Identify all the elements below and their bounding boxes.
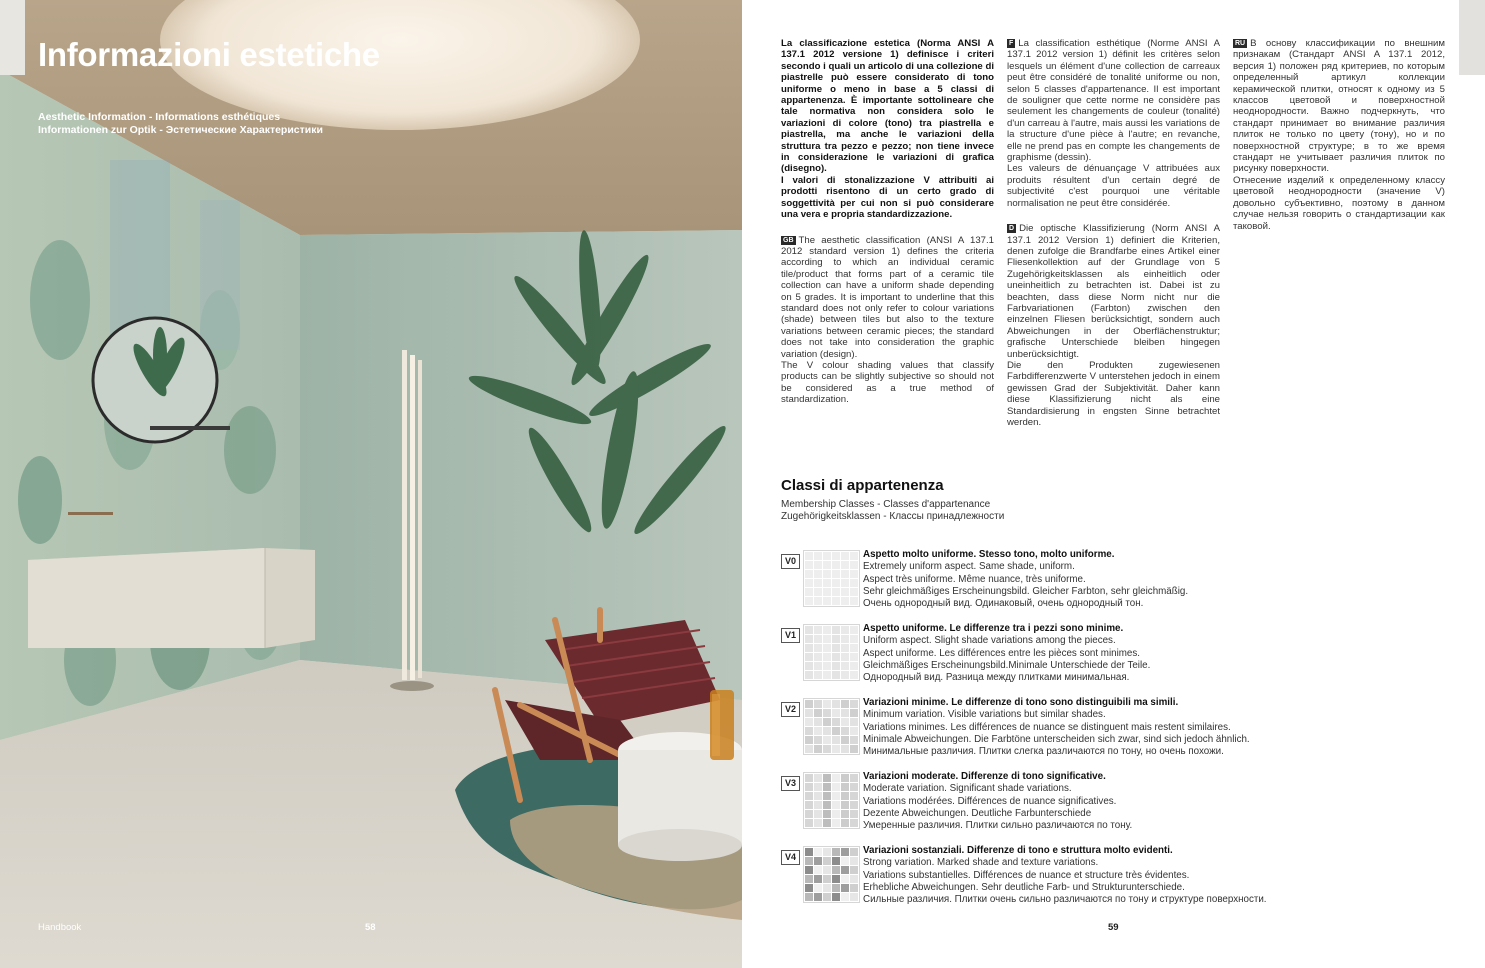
tile-swatch — [823, 570, 831, 578]
tile-swatch — [823, 597, 831, 605]
tile-swatch — [850, 774, 858, 782]
tile-swatch — [814, 848, 822, 856]
classes-subtitle-line1: Membership Classes - Classes d'appartenance — [781, 499, 991, 510]
tile-swatch — [841, 626, 849, 634]
tile-swatch — [832, 792, 840, 800]
tile-swatch — [805, 709, 813, 717]
tile-swatch — [841, 884, 849, 892]
tile-swatch — [805, 736, 813, 744]
french-paragraph-2: Les valeurs de dénuançage V attribuées aux produits résultent d'un certain degré de subjectivité c'est pourquoi une véritable normalisation ne peut être considérée. — [1007, 163, 1220, 209]
tile-swatch — [850, 783, 858, 791]
tile-swatch — [850, 561, 858, 569]
tile-swatch — [805, 866, 813, 874]
english-paragraph-2: The V colour shading values that classify products can be slightly subjective so should not be considered as a true method of standardization. — [781, 359, 994, 406]
tile-swatch — [841, 552, 849, 560]
tile-swatch — [823, 626, 831, 634]
tile-swatch — [832, 718, 840, 726]
tile-swatch — [823, 783, 831, 791]
tile-swatch — [805, 819, 813, 827]
tile-swatch — [832, 662, 840, 670]
language-badge-gb: GB — [783, 236, 794, 244]
tile-swatch — [832, 626, 840, 634]
tile-swatch — [832, 736, 840, 744]
tile-swatch — [823, 644, 831, 652]
tile-swatch — [805, 810, 813, 818]
tile-swatch — [850, 653, 858, 661]
class-text-french: Variations substantielles. Différences de nuance et structure très évidentes. — [863, 869, 1190, 881]
tile-swatch — [850, 709, 858, 717]
language-badge-f: F — [1009, 40, 1014, 47]
tile-swatch — [805, 597, 813, 605]
left-page-tab — [0, 0, 25, 75]
tile-swatch — [841, 848, 849, 856]
class-text-english: Strong variation. Marked shade and texture variations. — [863, 857, 1099, 869]
tile-swatch — [832, 561, 840, 569]
tile-swatch — [814, 884, 822, 892]
tile-swatch — [805, 671, 813, 679]
tile-swatch — [805, 792, 813, 800]
german-text-1: Die optische Klassifizierung (Norm ANSI A 137.1 2012 Version 1) definiert die Kriterien, denen zufolge die Brandfarbe eines Artikel einer Fliesenkollektion auf der Grundlage von 5 Zugehörigkeitsklassen als einheitlich oder uneinheitlich zu betrachten ist. Dabei ist zu beachten, dass diese Norm nicht nur die Farbvariationen (Farbton) zwischen den einzelnen Fliesen berücksichtigt, sondern auch Abweichungen in der Oberflächenstruktur; grafische Unterschiede bleiben hingegen unberücksichtigt. — [1007, 223, 1220, 360]
tile-swatch — [832, 700, 840, 708]
tile-swatch — [841, 857, 849, 865]
tile-swatch — [814, 671, 822, 679]
class-row-v3 — [781, 771, 1461, 831]
tile-swatch — [850, 792, 858, 800]
tile-swatch — [850, 893, 858, 901]
class-text-english: Minimum variation. Visible variations but similar shades. — [863, 709, 1106, 721]
language-badge-ru: RU — [1235, 40, 1246, 47]
tile-swatch — [841, 570, 849, 578]
tile-shade-grid-v4 — [803, 846, 860, 903]
tile-swatch — [832, 875, 840, 883]
tile-swatch — [832, 848, 840, 856]
tile-swatch — [805, 884, 813, 892]
tile-swatch — [814, 893, 822, 901]
tile-swatch — [823, 810, 831, 818]
tile-swatch — [841, 653, 849, 661]
tile-swatch — [841, 700, 849, 708]
tile-swatch — [823, 709, 831, 717]
tile-shade-grid-v0 — [803, 550, 860, 607]
right-page-text — [742, 0, 1485, 968]
tile-swatch — [850, 570, 858, 578]
english-text-1: The aesthetic classification (ANSI A 137.1 2012 standard version 1) defines the criteria according to which an individual ceramic tile/product that forms part of a ceramic tile collection can have a uniform shade depending on 5 grades. It is important to underline that this standard does not only refer to colour variations (shade) between tiles but also to the texture variations between ceramic pieces; the standard does not take into consideration the graphic variation (design). — [781, 234, 994, 360]
class-text-german: Erhebliche Abweichungen. Sehr deutliche Farb- und Strukturunterschiede. — [863, 881, 1185, 893]
german-paragraph-2: Die den Produkten zugewiesenen Farbdifferenzwerte V unterstehen jedoch in einem gewissen Grad der Subjektivität. Daher kann diese Klassifizierung nicht als eine Standardisierung in engsten Sinne betrachtet werden. — [1007, 359, 1220, 428]
text-column-italian-english — [781, 38, 994, 406]
tile-swatch — [850, 588, 858, 596]
tile-swatch — [841, 875, 849, 883]
tile-swatch — [841, 635, 849, 643]
tile-swatch — [814, 745, 822, 753]
tile-swatch — [850, 700, 858, 708]
tile-swatch — [832, 819, 840, 827]
tile-swatch — [832, 588, 840, 596]
english-paragraph-1 — [781, 235, 994, 360]
tile-swatch — [814, 653, 822, 661]
tile-swatch — [805, 745, 813, 753]
class-text-russian: Умеренные различия. Плитки сильно различаются по тону. — [863, 820, 1133, 832]
footer-handbook-label: Handbook — [38, 922, 82, 933]
tile-swatch — [841, 792, 849, 800]
french-paragraph-1 — [1007, 38, 1220, 163]
italian-paragraph-1: La classificazione estetica (Norma ANSI A 137.1 2012 versione 1) definisce i criteri secondo i quali un articolo di una collezione di piastrelle può essere considerato di tono uniforme o meno in base a 5 classi di appartenenza. È importante sottolineare che tale normativa non considera solo le variazioni di colore (tono) tra piastrella e piastrella, ma anche le variazioni della struttura tra pezzo e pezzo; non tiene invece in considerazione le variazioni di grafica (disegno). — [781, 38, 994, 175]
russian-text-1: В основу классификации по внешним признакам (Стандарт ANSI A 137.1 2012, версия 1) положен ряд критериев, по которым определенный артикул коллекции керамической плитки, относят к одному из 5 классов цветовой и поверхностной неоднородности. Важно подчеркнуть, что стандарт принимает во внимание различия плиток не только по цвету (тону), но и по поверхностной структуре; в то же время стандарт не учитывает различия плиток по рисунку поверхности. — [1233, 38, 1445, 175]
tile-swatch — [814, 875, 822, 883]
tile-swatch — [832, 810, 840, 818]
tile-swatch — [850, 626, 858, 634]
tile-swatch — [832, 579, 840, 587]
tile-swatch — [841, 588, 849, 596]
tile-swatch — [823, 561, 831, 569]
class-code-badge: V1 — [781, 628, 800, 643]
tile-swatch — [850, 819, 858, 827]
tile-swatch — [832, 727, 840, 735]
class-description — [863, 623, 1150, 684]
tile-swatch — [814, 792, 822, 800]
class-title-italian: Aspetto molto uniforme. Stesso tono, molto uniforme. — [863, 549, 1115, 560]
right-page-tab — [1459, 0, 1485, 75]
class-title-italian: Aspetto uniforme. Le differenze tra i pezzi sono minime. — [863, 623, 1124, 634]
class-description — [863, 845, 1267, 906]
tile-swatch — [850, 644, 858, 652]
tile-swatch — [814, 718, 822, 726]
tile-swatch — [805, 700, 813, 708]
tile-swatch — [814, 597, 822, 605]
tile-swatch — [841, 893, 849, 901]
tile-shade-grid-v1 — [803, 624, 860, 681]
tile-swatch — [841, 597, 849, 605]
tile-swatch — [832, 745, 840, 753]
tile-swatch — [805, 570, 813, 578]
tile-swatch — [814, 727, 822, 735]
tile-swatch — [823, 662, 831, 670]
tile-swatch — [841, 801, 849, 809]
bathroom-scene-image — [0, 0, 742, 968]
tile-swatch — [832, 671, 840, 679]
tile-swatch — [805, 801, 813, 809]
tile-swatch — [850, 736, 858, 744]
tile-swatch — [805, 561, 813, 569]
tile-swatch — [823, 718, 831, 726]
tile-swatch — [832, 552, 840, 560]
tile-swatch — [805, 875, 813, 883]
tile-swatch — [841, 745, 849, 753]
tile-swatch — [814, 866, 822, 874]
french-text-1: La classification esthétique (Norme ANSI A 137.1 2012 version 1) définit les critères selon lesquels un élément d'une collection de carreaux peut être considéré de tonalité uniforme ou non, selon 5 classes d'appartenance. Il est important de souligner que cette norme ne considère pas seulement les changements de couleur (tonalité) d'un carreau à l'autre, mais aussi les variations de la structure d'une pièce à l'autre; en revanche, elle ne prend pas en compte les changements de graphisme (dessin). — [1007, 38, 1220, 164]
class-text-french: Variations minimes. Les différences de nuance se distinguent mais restent similaires. — [863, 721, 1231, 733]
tile-swatch — [823, 801, 831, 809]
tile-swatch — [814, 644, 822, 652]
page-subtitle-line1: Aesthetic Information - Informations esthétiques — [38, 111, 281, 123]
tile-swatch — [823, 893, 831, 901]
tile-swatch — [805, 893, 813, 901]
class-text-russian: Минимальные различия. Плитки слегка различаются по тону, но очень похожи. — [863, 746, 1224, 758]
class-code-badge: V2 — [781, 702, 800, 717]
tile-swatch — [805, 718, 813, 726]
tile-swatch — [823, 552, 831, 560]
tile-swatch — [823, 819, 831, 827]
tile-swatch — [814, 709, 822, 717]
tile-swatch — [814, 662, 822, 670]
tile-swatch — [850, 718, 858, 726]
tile-swatch — [832, 884, 840, 892]
tile-swatch — [832, 801, 840, 809]
tile-swatch — [832, 597, 840, 605]
tile-swatch — [805, 626, 813, 634]
tile-swatch — [805, 662, 813, 670]
tile-swatch — [814, 810, 822, 818]
class-code-badge: V0 — [781, 554, 800, 569]
tile-swatch — [841, 866, 849, 874]
tile-swatch — [805, 783, 813, 791]
class-text-english: Moderate variation. Significant shade variations. — [863, 783, 1072, 795]
class-text-russian: Однородный вид. Разница между плитками минимальная. — [863, 672, 1130, 684]
text-column-french-german — [1007, 38, 1220, 428]
class-text-russian: Очень однородный вид. Одинаковый, очень однородный тон. — [863, 598, 1144, 610]
tile-swatch — [823, 857, 831, 865]
tile-swatch — [823, 671, 831, 679]
tile-swatch — [832, 783, 840, 791]
tile-swatch — [841, 662, 849, 670]
class-description — [863, 771, 1132, 832]
class-text-german: Sehr gleichmäßiges Erscheinungsbild. Gleicher Farbton, sehr gleichmäßig. — [863, 585, 1189, 597]
class-description — [863, 697, 1250, 758]
class-text-french: Variations modérées. Différences de nuance significatives. — [863, 795, 1117, 807]
tile-swatch — [832, 644, 840, 652]
tile-swatch — [841, 579, 849, 587]
class-title-italian: Variazioni moderate. Differenze di tono significative. — [863, 771, 1106, 782]
tile-swatch — [823, 736, 831, 744]
language-badge-d: D — [1009, 225, 1015, 233]
tile-swatch — [823, 866, 831, 874]
right-page-number: 59 — [1108, 922, 1119, 933]
tile-swatch — [850, 597, 858, 605]
tile-swatch — [841, 561, 849, 569]
tile-swatch — [814, 552, 822, 560]
tile-swatch — [850, 884, 858, 892]
tile-swatch — [841, 819, 849, 827]
tile-swatch — [841, 718, 849, 726]
tile-swatch — [814, 561, 822, 569]
tile-swatch — [832, 866, 840, 874]
tile-swatch — [823, 588, 831, 596]
tile-swatch — [805, 848, 813, 856]
tile-swatch — [814, 801, 822, 809]
tile-swatch — [805, 579, 813, 587]
tile-swatch — [823, 774, 831, 782]
tile-swatch — [814, 819, 822, 827]
tile-swatch — [841, 644, 849, 652]
tile-swatch — [841, 671, 849, 679]
tile-swatch — [823, 727, 831, 735]
tile-swatch — [832, 635, 840, 643]
tile-swatch — [823, 745, 831, 753]
class-row-v1 — [781, 623, 1461, 683]
russian-paragraph-1 — [1233, 38, 1445, 175]
class-text-german: Dezente Abweichungen. Deutliche Farbunterschiede — [863, 807, 1092, 819]
tile-swatch — [850, 866, 858, 874]
class-text-german: Minimale Abweichungen. Die Farbtöne unterscheiden sich zwar, sind sich jedoch ähnlich. — [863, 733, 1250, 745]
class-description — [863, 549, 1188, 610]
tile-swatch — [850, 745, 858, 753]
tile-swatch — [850, 671, 858, 679]
class-row-v0 — [781, 549, 1461, 609]
tile-swatch — [823, 579, 831, 587]
tile-swatch — [841, 709, 849, 717]
class-text-french: Aspect uniforme. Les différences entre les pièces sont minimes. — [863, 647, 1140, 659]
tile-swatch — [814, 700, 822, 708]
class-text-french: Aspect très uniforme. Même nuance, très uniforme. — [863, 573, 1086, 585]
classes-subtitle-line2: Zugehörigkeitsklassen - Классы принадлежности — [781, 511, 1005, 522]
tile-swatch — [850, 552, 858, 560]
tile-swatch — [805, 588, 813, 596]
tile-shade-grid-v3 — [803, 772, 860, 829]
tile-swatch — [850, 810, 858, 818]
class-text-russian: Сильные различия. Плитки очень сильно различаются по тону и структуре поверхности. — [863, 894, 1267, 906]
class-code-badge: V4 — [781, 850, 800, 865]
class-text-english: Extremely uniform aspect. Same shade, uniform. — [863, 561, 1075, 573]
tile-swatch — [841, 810, 849, 818]
class-text-german: Gleichmäßiges Erscheinungsbild.Minimale Unterschiede der Teile. — [863, 659, 1151, 671]
tile-swatch — [805, 653, 813, 661]
tile-swatch — [814, 635, 822, 643]
tile-swatch — [814, 736, 822, 744]
page-subtitle-line2: Informationen zur Optik - Эстетические Характеристики — [38, 124, 323, 136]
german-paragraph-1 — [1007, 223, 1220, 360]
tile-swatch — [823, 884, 831, 892]
italian-paragraph-2: I valori di stonalizzazione V attribuiti ai prodotti risentono di un certo grado di soggettività per cui non si può considerare una vera e propria standardizzazione. — [781, 174, 994, 221]
tile-swatch — [814, 579, 822, 587]
text-column-russian — [1233, 38, 1445, 232]
tile-swatch — [805, 635, 813, 643]
tile-swatch — [832, 774, 840, 782]
tile-swatch — [823, 700, 831, 708]
tile-swatch — [832, 893, 840, 901]
tile-swatch — [841, 736, 849, 744]
tile-swatch — [832, 653, 840, 661]
tile-swatch — [832, 570, 840, 578]
tile-swatch — [850, 579, 858, 587]
tile-swatch — [805, 774, 813, 782]
left-page-photo — [0, 0, 742, 968]
tile-swatch — [814, 626, 822, 634]
russian-paragraph-2: Отнесение изделий к определенному классу цветовой неоднородности (значение V) довольно субъективно, поэтому в данном случае нельзя говорить о стандартизации как таковой. — [1233, 174, 1445, 232]
tile-swatch — [823, 792, 831, 800]
left-page-number: 58 — [365, 922, 376, 933]
tile-swatch — [841, 727, 849, 735]
page-title: Informazioni estetiche — [38, 36, 380, 73]
tile-swatch — [814, 857, 822, 865]
class-row-v4 — [781, 845, 1461, 905]
tile-swatch — [805, 552, 813, 560]
class-text-english: Uniform aspect. Slight shade variations among the pieces. — [863, 635, 1116, 647]
tile-swatch — [805, 727, 813, 735]
tile-swatch — [805, 857, 813, 865]
tile-swatch — [814, 783, 822, 791]
tile-swatch — [841, 774, 849, 782]
class-row-v2 — [781, 697, 1461, 757]
tile-swatch — [850, 857, 858, 865]
tile-swatch — [850, 848, 858, 856]
classes-heading: Classi di appartenenza — [781, 477, 944, 494]
class-title-italian: Variazioni sostanziali. Differenze di tono e struttura molto evidenti. — [863, 845, 1173, 856]
class-title-italian: Variazioni minime. Le differenze di tono sono distinguibili ma simili. — [863, 697, 1179, 708]
tile-swatch — [850, 801, 858, 809]
tile-swatch — [823, 635, 831, 643]
tile-swatch — [850, 727, 858, 735]
tile-swatch — [823, 875, 831, 883]
tile-swatch — [805, 644, 813, 652]
tile-swatch — [841, 783, 849, 791]
tile-swatch — [850, 635, 858, 643]
tile-swatch — [814, 774, 822, 782]
tile-swatch — [850, 662, 858, 670]
tile-swatch — [823, 653, 831, 661]
tile-swatch — [832, 857, 840, 865]
tile-shade-grid-v2 — [803, 698, 860, 755]
class-code-badge: V3 — [781, 776, 800, 791]
tile-swatch — [823, 848, 831, 856]
tile-swatch — [814, 570, 822, 578]
tile-swatch — [814, 588, 822, 596]
tile-swatch — [832, 709, 840, 717]
tile-swatch — [850, 875, 858, 883]
